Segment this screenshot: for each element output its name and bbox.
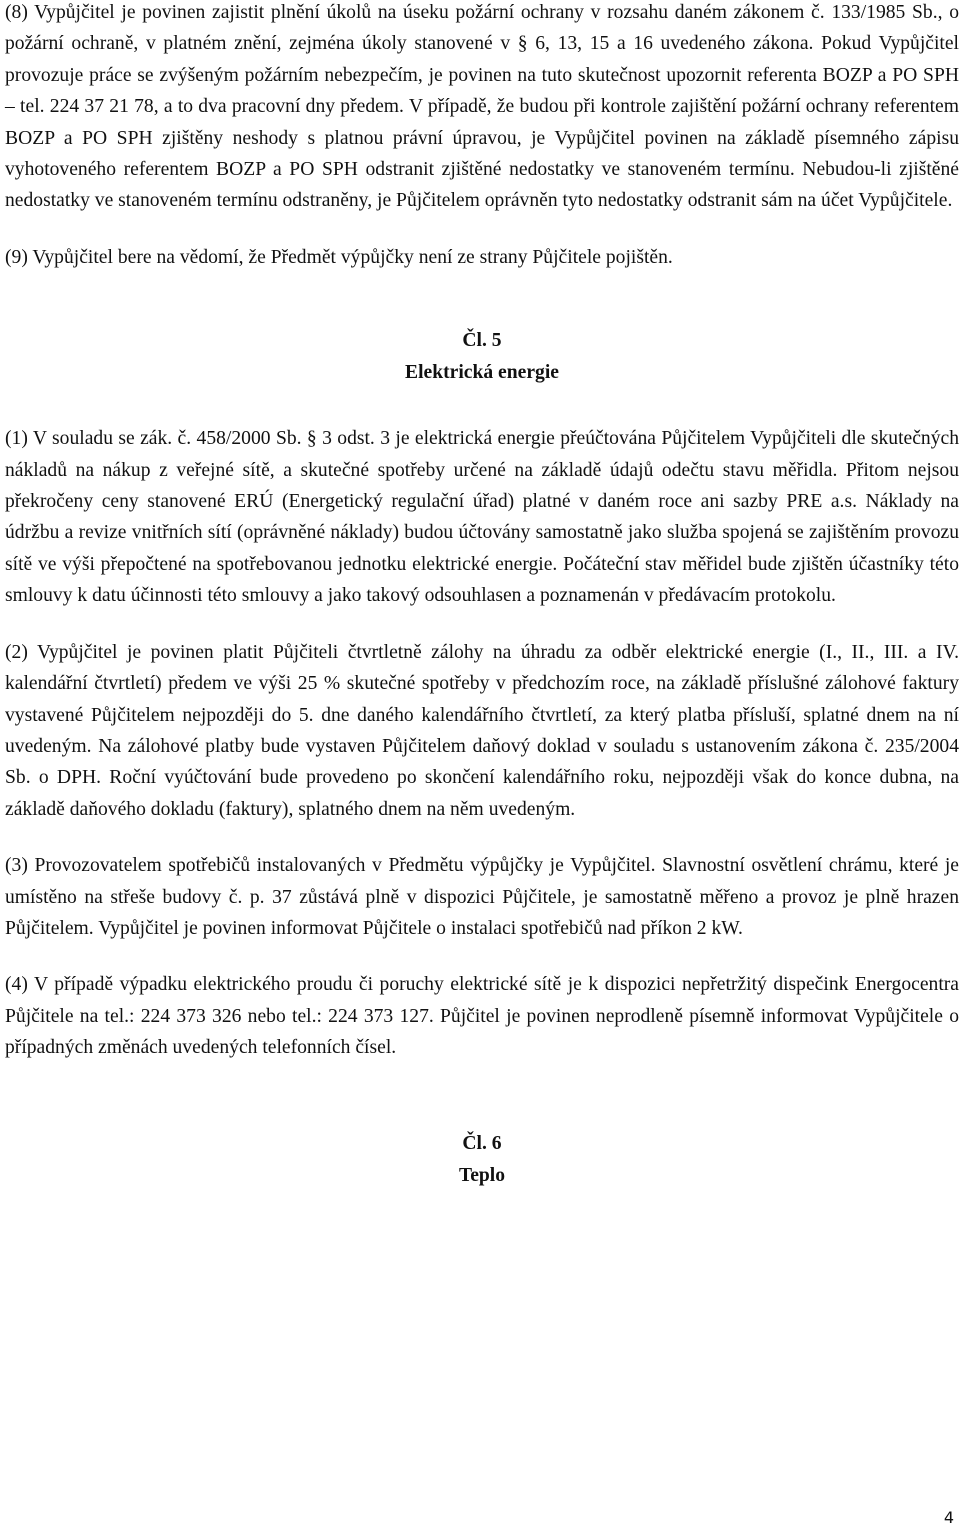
spacer xyxy=(5,944,959,969)
document-page xyxy=(5,0,959,1192)
article-5-paragraph-3: (3) Provozovatelem spotřebičů instalovaných v Předmětu výpůjčky je Vypůjčitel. Slavnostní osvětlení chrámu, které je umístěno na střeše budovy č. p. 37 zůstává plně v dispozici Půjčitele, je samostatně měřeno a provoz je plně hrazen Půjčitelem. Vypůjčitel je povinen informovat Půjčitele o instalaci spotřebičů nad příkon 2 kW. xyxy=(5,855,959,939)
article-5-title: Elektrická energie xyxy=(405,362,559,384)
article-5-paragraph-1: (1) V souladu se zák. č. 458/2000 Sb. § 3 odst. 3 je elektrická energie přeúčtována Půjčitelem Vypůjčiteli dle skutečných nákladů na nákup z veřejné sítě, a skutečné spotřeby určené na základě údajů odečtu stavu měřidla. Přitom nejsou překročeny ceny stanovené ERÚ (Energetický regulační úřad) platné v daném roce ani sazby PRE a.s. Náklady na údržbu a revize vnitřních sítí (oprávněné náklady) budou účtovány samostatně jako služba spojená se zajištěním provozu sítě ve výši přepočtené na spotřebovanou jednotku elektrické energie. Počáteční stav měřidel bude zjištěn účastníky této smlouvy k datu účinnosti této smlouvy a jako takový odsouhlasen a poznamenán v předávacím protokolu. xyxy=(5,428,959,607)
article-5-paragraph-4: (4) V případě výpadku elektrického proudu či poruchy elektrické sítě je k dispozici nepřetržitý dispečink Energocentra Půjčitele na tel.: 224 373 326 nebo tel.: 224 373 127. Půjčitel je povinen neprodleně písemně informovat Vypůjčitele o případných změnách uvedených telefonních čísel. xyxy=(5,974,959,1059)
spacer xyxy=(5,825,959,850)
spacer xyxy=(5,273,959,325)
article-5-number: Čl. 5 xyxy=(462,330,502,352)
spacer xyxy=(5,612,959,637)
spacer xyxy=(5,1064,959,1128)
spacer xyxy=(5,217,959,242)
page-number: 4 xyxy=(943,1508,954,1527)
paragraph-9: (9) Vypůjčitel bere na vědomí, že Předmět výpůjčky není ze strany Půjčitele pojištěn. xyxy=(5,246,673,268)
paragraph-8: (8) Vypůjčitel je povinen zajistit plnění úkolů na úseku požární ochrany v rozsahu daném zákonem č. 133/1985 Sb., o požární ochraně, v platném znění, zejména úkoly stanovené v § 6, 13, 15 a 16 uvedeného zákona. Pokud Vypůjčitel provozuje práce se zvýšeným požárním nebezpečím, je povinen na tuto skutečnost upozornit referenta BOZP a PO SPH – tel. 224 37 21 78, a to dva pracovní dny předem. V případě, že budou při kontrole zajištění požární ochrany referentem BOZP a PO SPH zjištěny neshody s platnou právní úpravou, je Vypůjčitel povinen na základě písemného zápisu vyhotoveného referentem BOZP a PO SPH odstranit zjištěné nedostatky ve stanoveném termínu. Nebudou-li zjištěné nedostatky ve stanoveném termínu odstraněny, je Půjčitelem oprávněn tyto nedostatky odstranit sám na účet Vypůjčitele. xyxy=(5,2,959,212)
article-6-number: Čl. 6 xyxy=(462,1132,502,1154)
spacer xyxy=(5,389,959,423)
article-5-paragraph-2: (2) Vypůjčitel je povinen platit Půjčiteli čtvrtletně zálohy na úhradu za odběr elektrické energie (I., II., III. a IV. kalendářní čtvrtletí) předem ve výši 25 % skutečné spotřeby v předchozím roce, na základě příslušné zálohové faktury vystavené Půjčitelem nejpozději do 5. dne daného kalendářního čtvrtletí, za který platba přísluší, splatné dnem na ní uvedeným. Na zálohové platby bude vystaven Půjčitelem daňový doklad v souladu s ustanovením zákona č. 235/2004 Sb. o DPH. Roční vyúčtování bude provedeno po skončení kalendářního roku, nejpozději však do konce dubna, na základě daňového dokladu (faktury), splatného dnem na něm uvedeným. xyxy=(5,641,959,820)
article-6-title: Teplo xyxy=(458,1164,506,1186)
